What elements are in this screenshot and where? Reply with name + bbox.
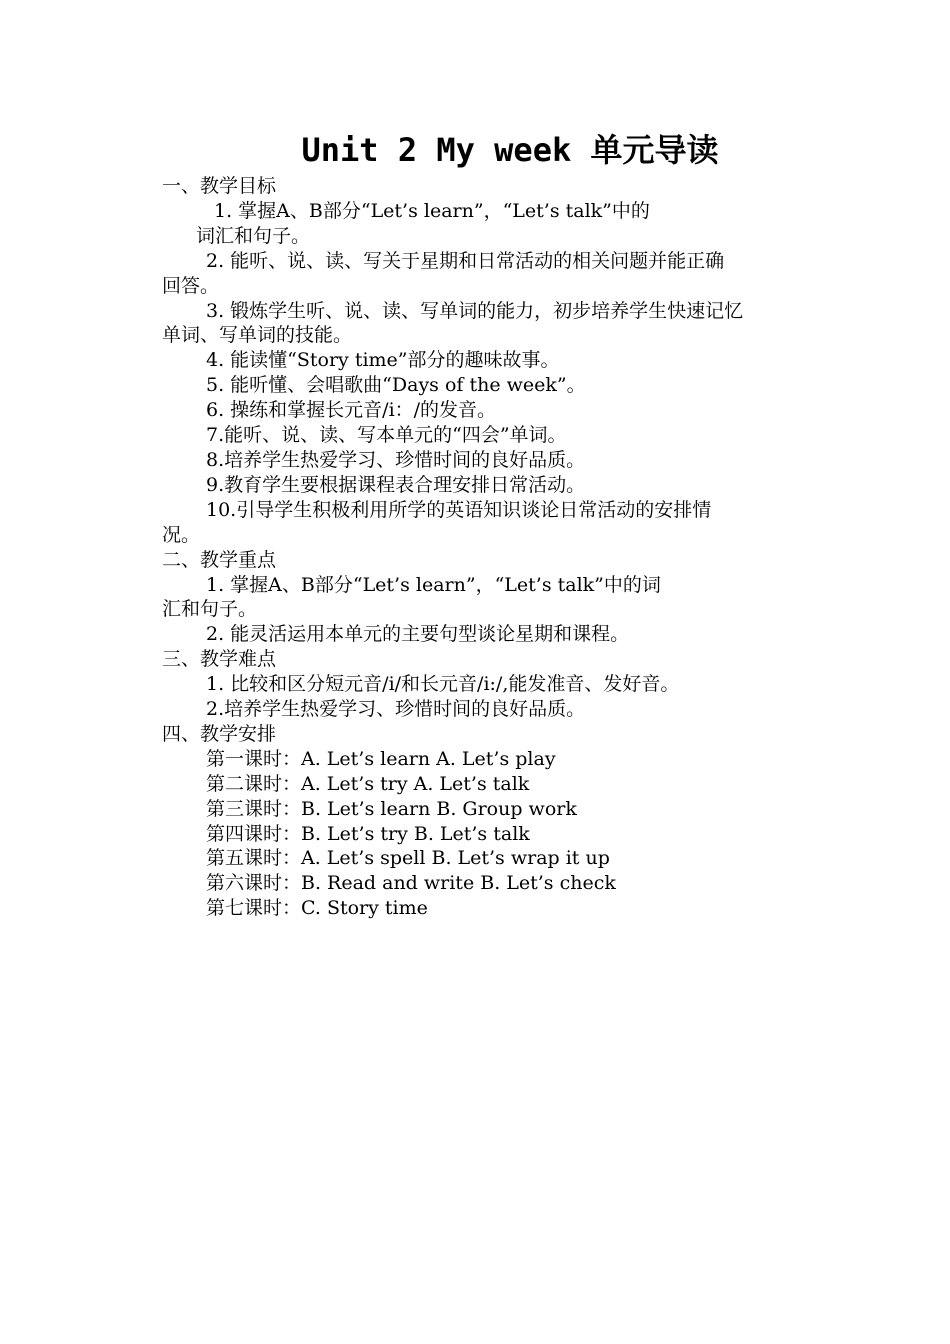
- objective-item: 6. 操练和掌握长元音/i：/的发音。: [206, 399, 497, 422]
- objective-item: 9.教育学生要根据课程表合理安排日常活动。: [206, 473, 586, 496]
- objective-item: 1. 掌握A、B部分“Let’s learn”，“Let’s talk”中的: [214, 199, 650, 222]
- objective-item: 2. 能听、说、读、写关于星期和日常活动的相关问题并能正确: [206, 249, 725, 272]
- section-heading-objectives: 一、教学目标: [162, 175, 277, 197]
- key-point-item: 2. 能灵活运用本单元的主要句型谈论星期和课程。: [206, 623, 630, 646]
- objective-item: 3. 锻炼学生听、说、读、写单词的能力，初步培养学生快速记忆: [206, 299, 744, 322]
- objective-item: 单词、写单词的技能。: [162, 324, 353, 347]
- objective-item: 回答。: [162, 274, 220, 297]
- difficulty-item: 1. 比较和区分短元音/i/和长元音/i:/,能发准音、发好音。: [206, 673, 680, 696]
- objective-item: 10.引导学生积极利用所学的英语知识谈论日常活动的安排情: [206, 498, 712, 521]
- objective-item: 况。: [162, 523, 201, 546]
- section-heading-difficulties: 三、教学难点: [162, 648, 277, 671]
- difficulty-item: 2.培养学生热爱学习、珍惜时间的良好品质。: [206, 698, 586, 721]
- schedule-item: 第五课时：A. Let’s spell B. Let’s wrap it up: [206, 847, 610, 870]
- document-title: Unit 2 My week 单元导读: [301, 131, 719, 169]
- objective-item: 5. 能听懂、会唱歌曲“Days of the week”。: [206, 374, 586, 397]
- document-body: [162, 174, 810, 921]
- section-heading-schedule: 四、教学安排: [162, 722, 277, 745]
- section-heading-key-points: 二、教学重点: [162, 548, 277, 571]
- objective-item: 7.能听、说、读、写本单元的“四会”单词。: [206, 424, 567, 447]
- objective-item: 8.培养学生热爱学习、珍惜时间的良好品质。: [206, 448, 586, 471]
- objective-item: 4. 能读懂“Story time”部分的趣味故事。: [206, 349, 560, 372]
- objective-item: 词汇和句子。: [196, 224, 311, 247]
- schedule-item: 第二课时：A. Let’s try A. Let’s talk: [206, 772, 530, 795]
- key-point-item: 1. 掌握A、B部分“Let’s learn”，“Let’s talk”中的词: [206, 573, 661, 596]
- schedule-item: 第四课时：B. Let’s try B. Let’s talk: [206, 822, 530, 845]
- schedule-item: 第七课时：C. Story time: [206, 897, 428, 920]
- schedule-item: 第六课时：B. Read and write B. Let’s check: [206, 872, 616, 895]
- schedule-item: 第一课时：A. Let’s learn A. Let’s play: [206, 747, 556, 770]
- schedule-item: 第三课时：B. Let’s learn B. Group work: [206, 797, 577, 820]
- key-point-item: 汇和句子。: [162, 598, 258, 621]
